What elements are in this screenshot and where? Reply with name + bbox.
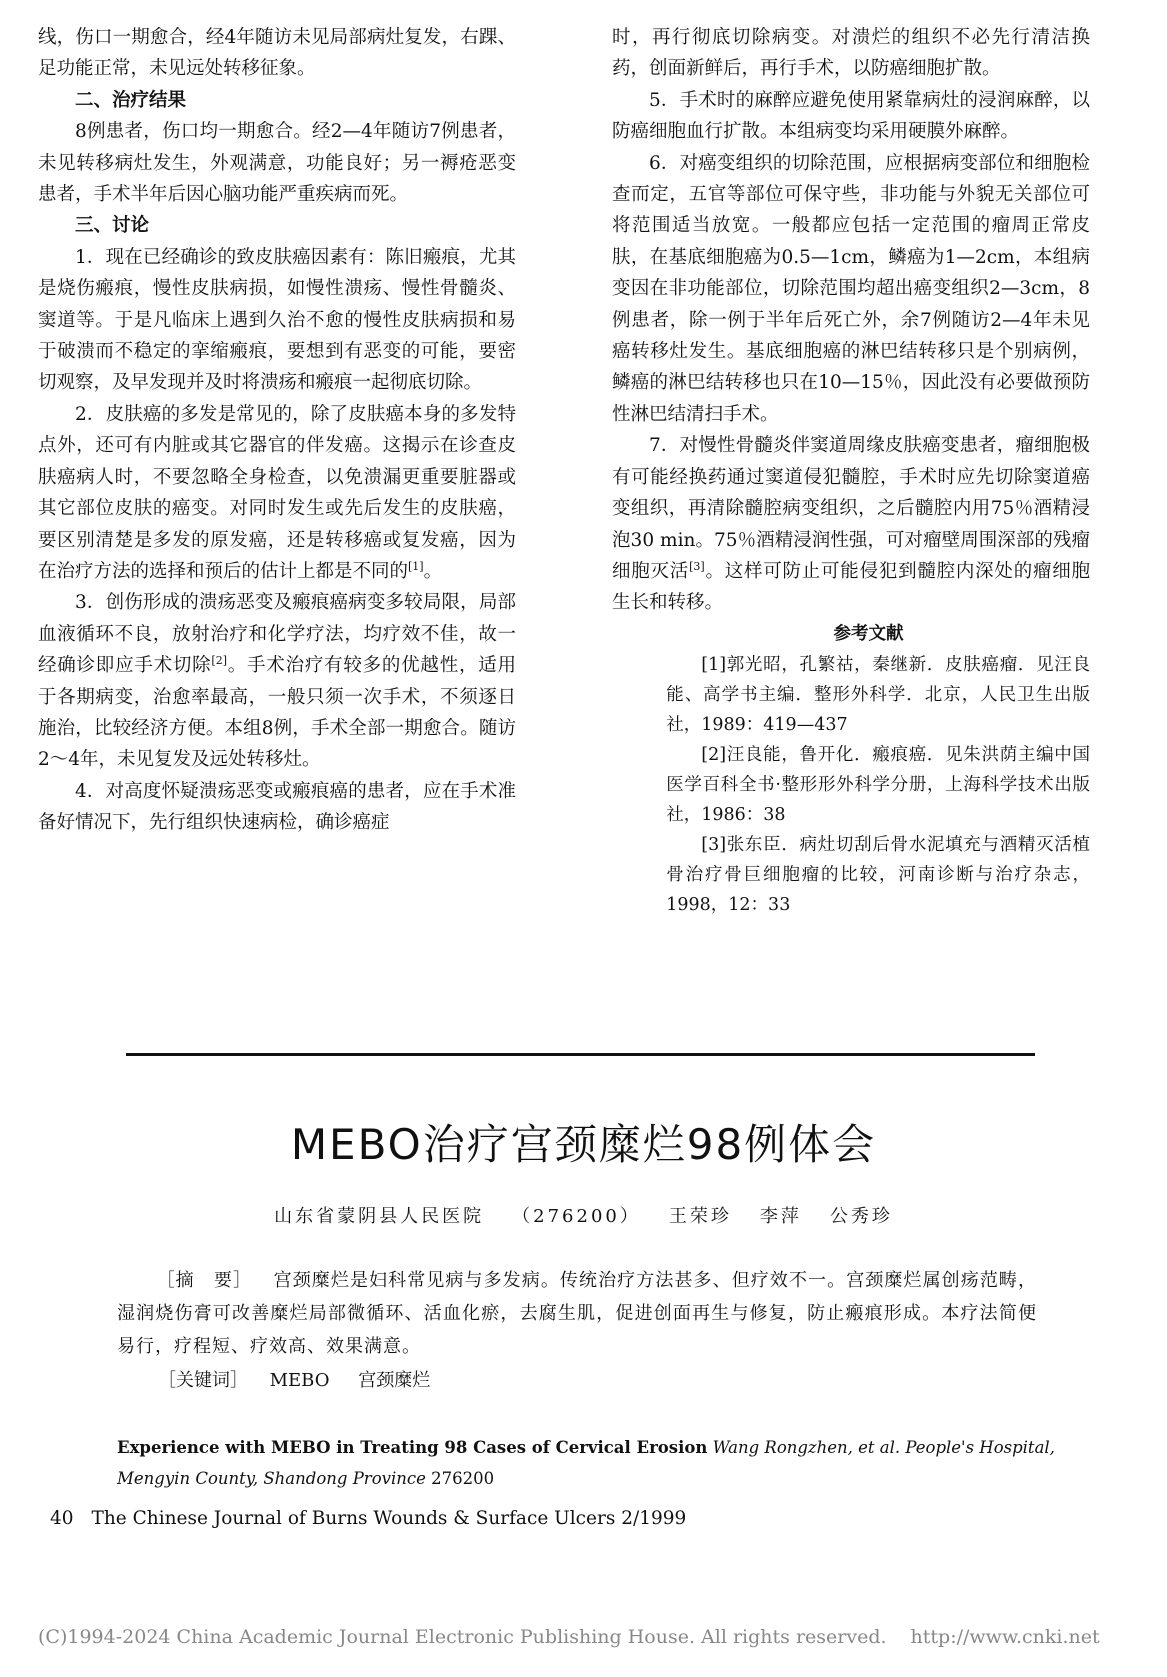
paragraph-2 [38,399,516,587]
paragraph-4-continued: 时，再行彻底切除病变。对溃烂的组织不必先行清洁换药，创面新鲜后，再行手术，以防癌细胞扩散。 [612,27,1090,80]
paragraph-7-text: 7．对慢性骨髓炎伴窦道周缘皮肤癌变患者，瘤细胞极有可能经换药通过窦道侵犯髓腔，手术时应先切除窦道癌变组织，再清除髓腔病变组织，之后髓腔内用75％酒精浸泡30 min。75％酒精浸润性强，可对瘤壁周围深部的残瘤细胞灭活 [612,435,1090,582]
heading-discussion: 三、讨论 [75,215,150,237]
author-line [0,1202,1167,1228]
page-footer [50,1508,686,1529]
author-name: 公秀珍 [829,1206,893,1227]
keyword: MEBO [269,1370,330,1391]
heading-results: 二、治疗结果 [75,89,187,111]
english-affiliation: People's Hospital, Mengyin County, Shandong Province [117,1438,1055,1488]
keyword: 宫颈糜烂 [358,1370,431,1391]
article-title: MEBO治疗宫颈糜烂98例体会 [290,1120,877,1169]
citation-2: [2] [211,654,227,668]
english-postcode: 276200 [431,1469,495,1488]
copyright-line [38,1626,1138,1648]
abstract-text: 宫颈糜烂是妇科常见病与多发病。传统治疗方法甚多、但疗效不一。宫颈糜烂属创疡范畴，湿润烧伤膏可改善糜烂局部微循环、活血化瘀，去腐生肌，促进创面再生与修复，防止瘢痕形成。本疗法简便易行，疗程短、疗效高、效果满意。 [117,1270,1037,1357]
paragraph-2-end: 。 [423,560,443,582]
citation-1: [1] [408,559,424,573]
references-heading: 参考文献 [833,623,904,644]
paragraph-3-end: 。手术治疗有较多的优越性，适用于各期病变，治愈率最高，一般只须一次手术，不须逐日施治，比较经济方便。本组8例，手术全部一期愈合。随访2～4年，未见复发及远处转移灶。 [38,655,516,771]
english-abstract-header [117,1432,1057,1494]
paragraph-4: 4．对高度怀疑溃疡恶变或瘢痕癌的患者，应在手术准备好情况下，先行组织快速病检，确诊癌症 [38,780,516,834]
abstract [117,1264,1037,1363]
affiliation: 山东省蒙阴县人民医院 [274,1206,485,1227]
reference-item: [2]汪良能，鲁开化．瘢痕癌．见朱洪荫主编中国医学百科全书·整形形外科学分册，上海科学技术出版社，1986：38 [666,745,1090,826]
reference-item: [1]郭光昭，孔繁祜，秦继新．皮肤癌瘤．见汪良能、高学书主编．整形外科学．北京，人民卫生出版社，1989：419—437 [666,655,1090,736]
page-number: 40 [50,1508,74,1529]
paragraph-5: 5．手术时的麻醉应避免使用紧靠病灶的浸润麻醉，以防癌细胞血行扩散。本组病变均采用硬膜外麻醉。 [612,89,1090,143]
keywords [158,1364,459,1397]
english-title: Experience with MEBO in Treating 98 Cases of Cervical Erosion [117,1438,708,1457]
paragraph-intro: 线，伤口一期愈合，经4年随访未见局部病灶复发，右踝、足功能正常，未见远处转移征象。 [38,27,516,80]
copyright-url: http://www.cnki.net [910,1626,1100,1648]
copyright-text: (C)1994-2024 China Academic Journal Electronic Publishing House. All rights reserved. [38,1626,887,1648]
paragraph-6: 6．对癌变组织的切除范围，应根据病变部位和细胞检查而定，五官等部位可保守些，非功能与外貌无关部位可将范围适当放宽。一般都应包括一定范围的瘤周正常皮肤，在基底细胞癌为0.5—1cm，鳞癌为1—2cm，本组病变因在非功能部位，切除范围均超出癌变组织2—3cm，8例患者，除一例于半年后死亡外，余7例随访2—4年未见癌转移灶发生。基底细胞癌的淋巴结转移只是个别病例，鳞癌的淋巴结转移也只在10—15％，因此没有必要做预防性淋巴结清扫手术。 [612,152,1090,425]
author-name: 王荣珍 [668,1206,732,1227]
author-name: 李萍 [759,1206,802,1227]
paragraph-results: 8例患者，伤口均一期愈合。经2—4年随访7例患者，未见转移病灶发生，外观满意，功能良好；另一褥疮恶变患者，手术半年后因心脑功能严重疾病而死。 [38,121,516,206]
section-divider [126,1053,1035,1056]
citation-3: [3] [689,559,705,573]
right-column [612,22,1090,920]
paragraph-3 [38,587,516,775]
postcode: （276200） [512,1206,641,1227]
reference-item: [3]张东臣．病灶切刮后骨水泥填充与酒精灭活植骨治疗骨巨细胞瘤的比较，河南诊断与治疗杂志，1998，12：33 [666,835,1090,916]
english-authors: Wang Rongzhen, et al. [712,1438,901,1457]
left-column [38,22,516,839]
paragraph-2-text: 2．皮肤癌的多发是常见的，除了皮肤癌本身的多发特点外，还可有内脏或其它器官的伴发癌。这揭示在诊查皮肤癌病人时，不要忽略全身检查，以免溃漏更重要脏器或其它部位皮肤的癌变。对同时发生或先后发生的皮肤癌，要区别清楚是多发的原发癌，还是转移癌或复发癌，因为在治疗方法的选择和预后的估计上都是不同的 [38,403,516,582]
journal-name: The Chinese Journal of Burns Wounds & Surface Ulcers 2/1999 [91,1508,687,1529]
paragraph-7 [612,430,1090,618]
paragraph-7-end: 。这样可防止可能侵犯到髓腔内深处的瘤细胞生长和转移。 [612,560,1090,614]
paragraph-1: 1．现在已经确诊的致皮肤癌因素有：陈旧瘢痕，尤其是烧伤瘢痕，慢性皮肤病损，如慢性溃疡、慢性骨髓炎、窦道等。于是凡临床上遇到久治不愈的慢性皮肤病损和易于破溃而不稳定的挛缩瘢痕，要想到有恶变的可能，要密切观察，及早发现并及时将溃疡和瘢痕一起彻底切除。 [38,246,516,394]
abstract-label: ［摘 要］ [156,1270,253,1291]
keywords-label: ［关键词］ [158,1370,248,1391]
paragraph-3-text: 3．创伤形成的溃疡恶变及瘢痕癌病变多较局限，局部血液循环不良，放射治疗和化学疗法，均疗效不佳，故一经确诊即应手术切除 [38,592,516,677]
